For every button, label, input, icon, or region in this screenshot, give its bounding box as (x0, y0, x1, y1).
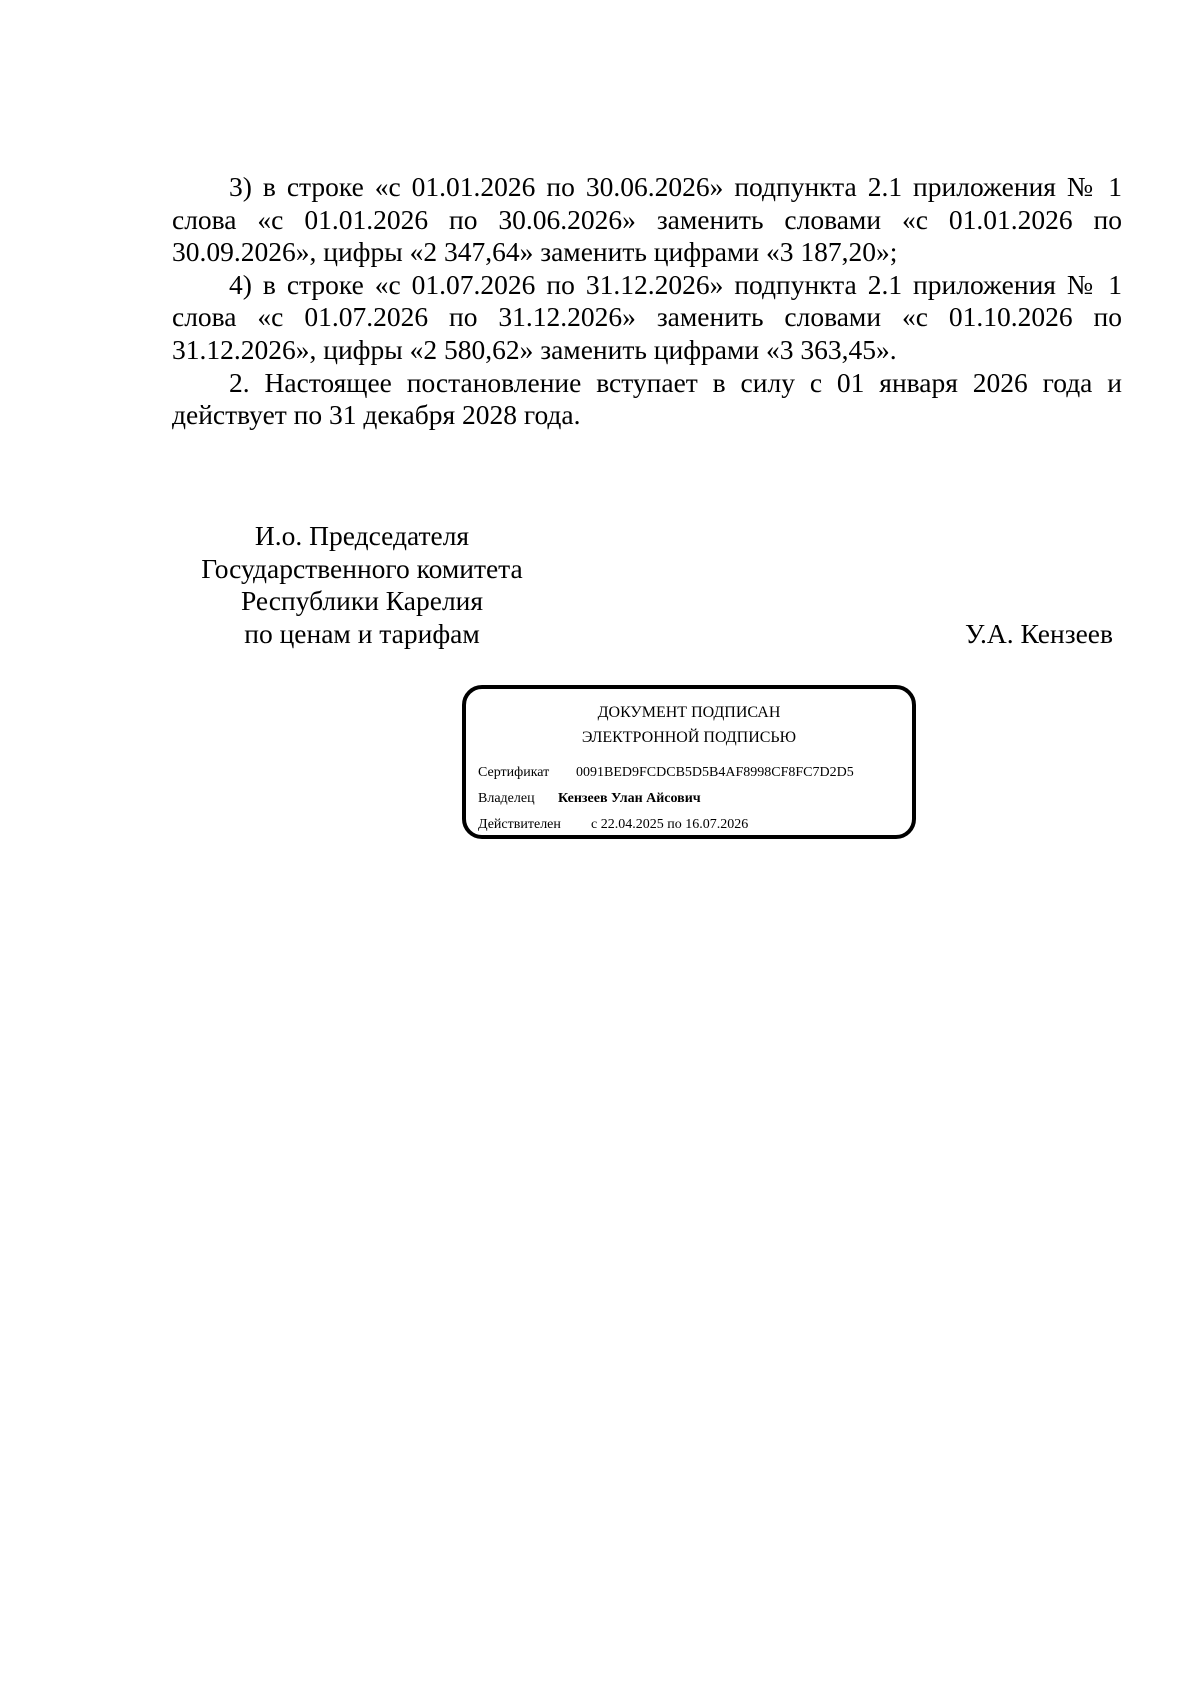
valid-label: Действителен (478, 817, 561, 832)
valid-value: с 22.04.2025 по 16.07.2026 (591, 817, 749, 832)
signatory-position (172, 520, 552, 650)
certificate-label: Сертификат (478, 765, 550, 780)
stamp-validity-row (478, 816, 748, 834)
electronic-signature-stamp (462, 685, 916, 839)
stamp-title-line: ДОКУМЕНТ ПОДПИСАН (597, 704, 781, 721)
stamp-title-line: ЭЛЕКТРОННОЙ ПОДПИСЬЮ (581, 729, 797, 746)
stamp-title (466, 700, 912, 750)
owner-label: Владелец (478, 791, 535, 806)
owner-value: Кензеев Улан Айсович (558, 791, 701, 806)
paragraph-clause-2: 2. Настоящее постановление вступает в силу с 01 января 2026 года и действует по 31 декабря 2028 года. (172, 366, 1122, 431)
position-line: Государственного комитета (201, 552, 523, 584)
paragraph-item-4: 4) в строке «с 01.07.2026 по 31.12.2026» подпункта 2.1 приложения № 1 слова «с 01.07.2026 по 31.12.2026» заменить словами «с 01.10.2026 по 31.12.2026», цифры «2 580,62» заменить цифрами «3 363,45». (172, 268, 1122, 365)
signer-name: У.А. Кензеев (965, 617, 1113, 649)
document-body (172, 171, 1122, 432)
stamp-owner-row (478, 790, 701, 808)
certificate-value: 0091BED9FCDCB5D5B4AF8998CF8FC7D2D5 (576, 765, 854, 780)
position-line: Республики Карелия (240, 585, 484, 616)
paragraph-item-3: 3) в строке «с 01.01.2026 по 30.06.2026» подпункта 2.1 приложения № 1 слова «с 01.01.2026 по 30.06.2026» заменить словами «с 01.01.2026 по 30.09.2026», цифры «2 347,64» заменить цифрами «3 187,20»; (172, 171, 1122, 268)
stamp-certificate-row (478, 764, 854, 782)
position-line: по ценам и тарифам (244, 617, 480, 649)
position-line: И.о. Председателя (254, 520, 470, 551)
